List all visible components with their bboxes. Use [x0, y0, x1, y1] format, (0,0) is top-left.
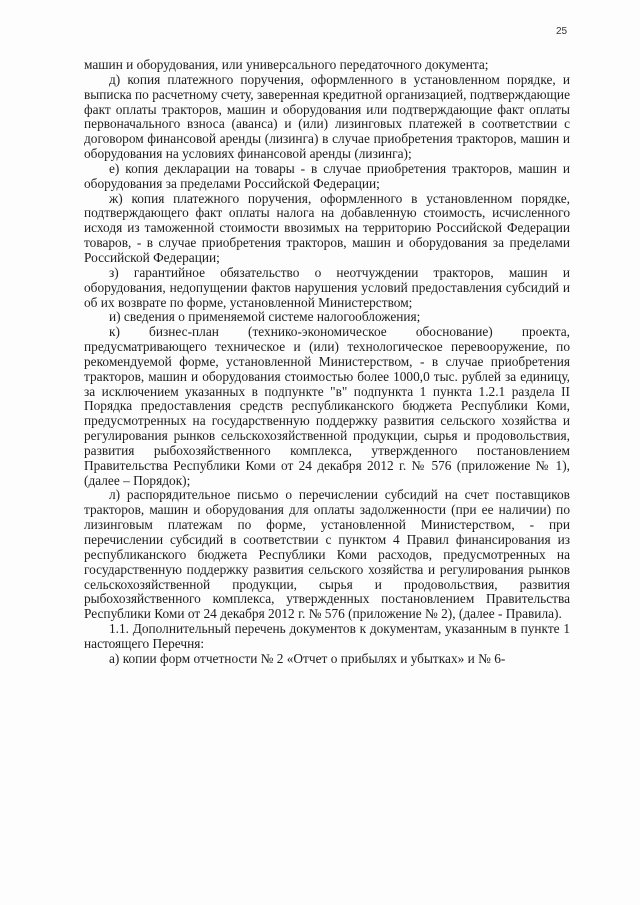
- paragraph: е) копия декларации на товары - в случае приобретения тракторов, машин и оборудования за пределами Российской Федерации;: [84, 160, 570, 191]
- paragraph: машин и оборудования, или универсального передаточного документа;: [84, 57, 489, 72]
- paragraph: д) копия платежного поручения, оформленного в установленном порядке, и выписка по расчетному счету, заверенная кредитной организацией, подтверждающие факт оплаты тракторов, машин и оборудования или подтверждающие факт оплаты первоначального взноса (аванса) и (или) лизинговых платежей в соответствии с договором финансовой аренды (лизинга) в случае приобретения тракторов, машин и оборудования на условиях финансовой аренды (лизинга);: [84, 71, 570, 162]
- paragraph: з) гарантийное обязательство о неотчуждении тракторов, машин и оборудования, недопущении фактов нарушения условий предоставления субсидий и об их возврате по форме, установленной Министерством;: [84, 264, 570, 310]
- paragraph: а) копии форм отчетности № 2 «Отчет о прибылях и убытках» и № 6-: [109, 650, 506, 666]
- paragraph: и) сведения о применяемой системе налогообложения;: [109, 309, 421, 325]
- paragraph: к) бизнес-план (технико-экономическое обоснование) проекта, предусматривающего техническое и (или) технологическое перевооружение, по рекомендуемой форме, установленной Министерством, - в случае приобретения тракторов, машин и оборудования стоимостью более 1000,0 тыс. рублей за единицу, за исключением указанных в подпункте "в" подпункта 1 пункта 1.2.1 раздела II Порядка предоставления средств республиканского бюджета Республики Коми, предусмотренных на государственную поддержку развития сельского хозяйства и регулирования рынков сельскохозяйственной продукции, сырья и продовольствия, развития рыбохозяйственного комплекса, утвержденного постановлением Правительства Республики Коми от 24 декабря 2012 г. № 576 (приложение № 1), (далее – Порядок);: [84, 324, 570, 488]
- paragraph: 1.1. Дополнительный перечень документов к документам, указанным в пункте 1 настоящего Перечня:: [84, 621, 570, 651]
- paragraph: ж) копия платежного поручения, оформленного в установленном порядке, подтверждающего факт оплаты налога на добавленную стоимость, исчисленного исходя из таможенной стоимости ввозимых на территорию Российской Федерации товаров, - в случае приобретения тракторов, машин и оборудования за пределами Российской Федерации;: [84, 190, 570, 265]
- paragraph: л) распорядительное письмо о перечислении субсидий на счет поставщиков тракторов, машин и оборудования для оплаты задолженности (при ее наличии) по лизинговым платежам по форме, установленной Министерством, - при перечислении субсидий в соответствии с пунктом 4 Правил финансирования из республиканского бюджета Республики Коми расходов, предусмотренных на государственную поддержку развития сельского хозяйства и регулирования рынков сельскохозяйственной продукции, сырья и продовольствия, развития рыбохозяйственного комплекса, утвержденных постановлением Правительства Республики Коми от 24 декабря 2012 г. № 576 (приложение № 2), (далее - Правила).: [84, 487, 570, 622]
- page-number: 25: [556, 26, 568, 37]
- document-body: [84, 58, 570, 667]
